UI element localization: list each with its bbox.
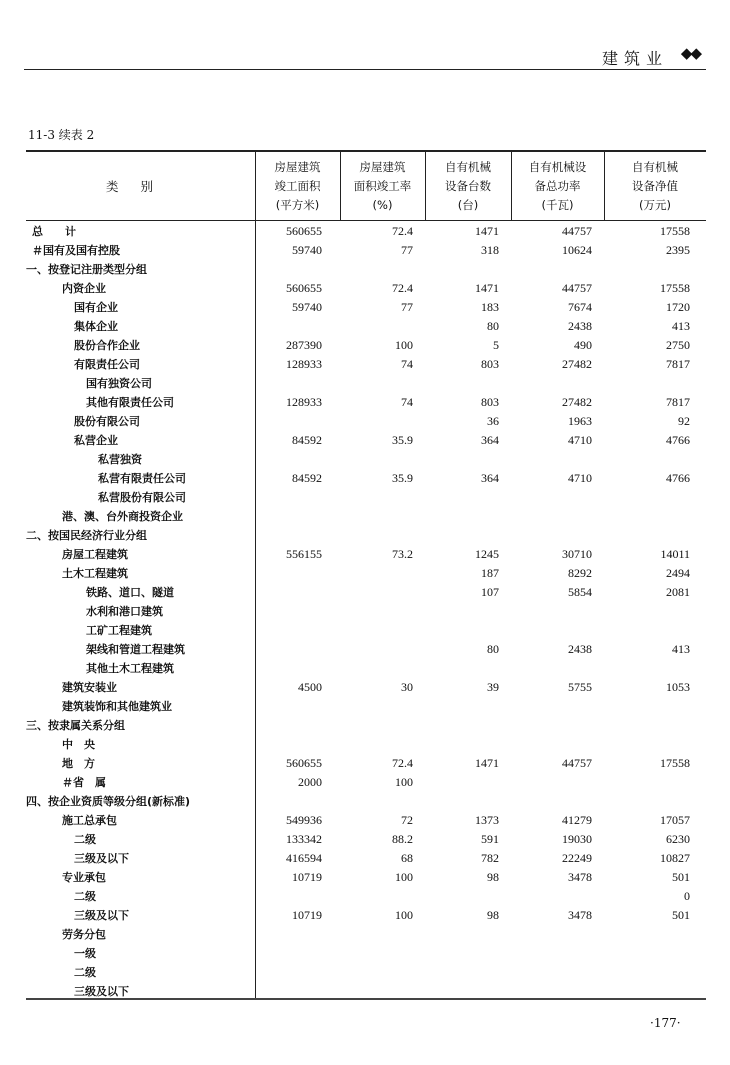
cell-value: 27482 [562,395,592,409]
row-label: 土木工程建筑 [62,567,128,580]
cell-value: 1053 [666,680,690,694]
table-row [26,868,706,887]
table-row [26,545,706,564]
cell-value: 128933 [286,357,322,371]
cell-value: 1471 [475,281,499,295]
row-label: 水利和港口建筑 [86,605,163,618]
cell-value: 2000 [298,775,322,789]
cell-value: 30710 [562,547,592,561]
cell-value: 19030 [562,832,592,846]
row-label: 施工总承包 [62,814,117,827]
cell-value: 560655 [286,756,322,770]
cell-value: 318 [481,243,499,257]
table-row [26,659,706,678]
row-label: 三、按隶属关系分组 [26,719,125,732]
table-row [26,222,706,241]
row-label: 地 方 [62,757,95,770]
cell-value: 35.9 [392,433,413,447]
table-row [26,887,706,906]
cell-value: 560655 [286,281,322,295]
cell-value: 8292 [568,566,592,580]
cell-value: 72.4 [392,281,413,295]
table-row [26,374,706,393]
cell-value: 59740 [292,300,322,314]
cell-value: 74 [401,395,413,409]
table-row [26,621,706,640]
column-divider [604,150,605,221]
cell-value: 2395 [666,243,690,257]
table-row [26,925,706,944]
cell-value: 2494 [666,566,690,580]
cell-value: 803 [481,357,499,371]
column-divider [340,150,341,221]
table-row [26,792,706,811]
table-row [26,697,706,716]
cell-value: 36 [487,414,499,428]
cell-value: 591 [481,832,499,846]
cell-value: 77 [401,243,413,257]
row-label: 二级 [74,833,96,846]
row-label: 一级 [74,947,96,960]
cell-value: 22249 [562,851,592,865]
cell-value: 74 [401,357,413,371]
cell-value: 107 [481,585,499,599]
cell-value: 98 [487,870,499,884]
cell-value: 59740 [292,243,322,257]
row-label: 国有独资公司 [86,377,152,390]
cell-value: 7817 [666,395,690,409]
cell-value: 501 [672,870,690,884]
table-label: 11-3 续表 2 [28,128,95,142]
table-row [26,450,706,469]
cell-value: 98 [487,908,499,922]
cell-value: 10827 [660,851,690,865]
row-label: 私营有限责任公司 [98,472,186,485]
cell-value: 30 [401,680,413,694]
cell-value: 10624 [562,243,592,257]
row-label: 总 计 [32,225,76,238]
cell-value: 4500 [298,680,322,694]
cell-value: 4766 [666,471,690,485]
row-label: 建筑装饰和其他建筑业 [62,700,172,713]
table-row [26,298,706,317]
cell-value: 84592 [292,433,322,447]
table-row [26,678,706,697]
cell-value: 17558 [660,281,690,295]
row-label: 二级 [74,966,96,979]
cell-value: 10719 [292,908,322,922]
cell-value: 35.9 [392,471,413,485]
cell-value: 1373 [475,813,499,827]
table-row [26,811,706,830]
page-number: ·177· [650,1016,681,1030]
table-row [26,412,706,431]
table-row [26,564,706,583]
row-label: 架线和管道工程建筑 [86,643,185,656]
cell-value: 44757 [562,281,592,295]
table-row [26,260,706,279]
running-head [0,0,730,80]
cell-value: 73.2 [392,547,413,561]
table-row [26,317,706,336]
cell-value: 72.4 [392,224,413,238]
cell-value: 2438 [568,642,592,656]
cell-value: 100 [395,775,413,789]
row-label: 劳务分包 [62,928,106,941]
cell-value: 72 [401,813,413,827]
table-row [26,773,706,792]
cell-value: 41279 [562,813,592,827]
cell-value: 6230 [666,832,690,846]
column-header [340,152,425,220]
column-header-text: 自有机械设 备总功率 (千瓦) [528,159,587,212]
cell-value: 183 [481,300,499,314]
cell-value: 501 [672,908,690,922]
row-label: 四、按企业资质等级分组(新标准) [26,795,191,808]
cell-value: 72.4 [392,756,413,770]
row-label: 三级及以下 [74,909,129,922]
cell-value: 5 [493,338,499,352]
row-label: 有限责任公司 [74,358,140,371]
column-header-text: 房屋建筑 竣工面积 (平方米) [274,159,321,212]
row-label: 内资企业 [62,282,106,295]
row-label: 二、按国民经济行业分组 [26,529,147,542]
cell-value: 364 [481,433,499,447]
header-category [26,152,255,220]
column-header-text: 类别 [105,178,175,194]
table-row [26,963,706,982]
row-label: 三级及以下 [74,852,129,865]
column-header [604,152,706,220]
column-header-text: 自有机械 设备台数 (台) [445,159,491,212]
cell-value: 0 [684,889,690,903]
row-label: 中 央 [62,738,95,751]
cell-value: 1720 [666,300,690,314]
cell-value: 1963 [568,414,592,428]
cell-value: 413 [672,642,690,656]
row-label: 铁路、道口、隧道 [86,586,174,599]
column-header-text: 自有机械 设备净值 (万元) [632,159,678,212]
column-header [425,152,511,220]
table-row [26,602,706,621]
cell-value: 803 [481,395,499,409]
table-row [26,716,706,735]
row-label: 私营独资 [98,453,142,466]
cell-value: 1245 [475,547,499,561]
cell-value: 3478 [568,908,592,922]
cell-value: 4710 [568,471,592,485]
table-row [26,507,706,526]
cell-value: 560655 [286,224,322,238]
cell-value: 4710 [568,433,592,447]
cell-value: 782 [481,851,499,865]
cell-value: 100 [395,908,413,922]
table-row [26,355,706,374]
table-row [26,279,706,298]
table-row [26,393,706,412]
cell-value: 2750 [666,338,690,352]
cell-value: 27482 [562,357,592,371]
cell-value: 4766 [666,433,690,447]
column-divider [511,150,512,221]
column-header [511,152,604,220]
cell-value: 77 [401,300,413,314]
row-label: 其他有限责任公司 [86,396,174,409]
table-row [26,431,706,450]
row-label: 建筑安装业 [62,681,117,694]
row-label: 房屋工程建筑 [62,548,128,561]
cell-value: 100 [395,338,413,352]
section-title: 建筑业 [601,49,668,68]
table-row [26,982,706,1001]
cell-value: 44757 [562,756,592,770]
header-rule [24,69,706,70]
row-label: 工矿工程建筑 [86,624,152,637]
cell-value: 2438 [568,319,592,333]
cell-value: 17558 [660,224,690,238]
cell-value: 14011 [660,547,690,561]
column-header [255,152,340,220]
cell-value: 1471 [475,756,499,770]
table-row [26,640,706,659]
row-label: 其他土木工程建筑 [86,662,174,675]
cell-value: 10719 [292,870,322,884]
cell-value: 287390 [286,338,322,352]
cell-value: 490 [574,338,592,352]
cell-value: 5854 [568,585,592,599]
cell-value: 44757 [562,224,592,238]
row-label: 集体企业 [74,320,118,333]
cell-value: 3478 [568,870,592,884]
cell-value: 39 [487,680,499,694]
row-label: ＃省 属 [62,776,106,789]
row-label: 港、澳、台外商投资企业 [62,510,183,523]
table-row [26,735,706,754]
cell-value: 100 [395,870,413,884]
row-label: 私营企业 [74,434,118,447]
cell-value: 92 [678,414,690,428]
cell-value: 7674 [568,300,592,314]
cell-value: 549936 [286,813,322,827]
row-label: 股份有限公司 [74,415,140,428]
cell-value: 364 [481,471,499,485]
table-row [26,488,706,507]
table-row [26,583,706,602]
table-row [26,944,706,963]
cell-value: 133342 [286,832,322,846]
cell-value: 1471 [475,224,499,238]
cell-value: 416594 [286,851,322,865]
table-row [26,469,706,488]
cell-value: 80 [487,319,499,333]
column-divider [255,150,256,998]
cell-value: 5755 [568,680,592,694]
row-label: 三级及以下 [74,985,129,998]
cell-value: 17558 [660,756,690,770]
table-row [26,754,706,773]
table-row [26,849,706,868]
row-label: 股份合作企业 [74,339,140,352]
row-label: 二级 [74,890,96,903]
cell-value: 88.2 [392,832,413,846]
table-row [26,336,706,355]
column-divider [425,150,426,221]
row-label: 专业承包 [62,871,106,884]
row-label: ＃国有及国有控股 [32,244,120,257]
table-row [26,241,706,260]
cell-value: 17057 [660,813,690,827]
cell-value: 556155 [286,547,322,561]
table-row [26,526,706,545]
row-label: 国有企业 [74,301,118,314]
cell-value: 68 [401,851,413,865]
table-row [26,830,706,849]
cell-value: 80 [487,642,499,656]
table-row [26,906,706,925]
row-label: 私营股份有限公司 [98,491,186,504]
row-label: 一、按登记注册类型分组 [26,263,147,276]
cell-value: 2081 [666,585,690,599]
column-header-text: 房屋建筑 面积竣工率 (%) [353,159,412,212]
cell-value: 128933 [286,395,322,409]
cell-value: 413 [672,319,690,333]
table-body [26,222,706,1001]
cell-value: 7817 [666,357,690,371]
cell-value: 84592 [292,471,322,485]
cell-value: 187 [481,566,499,580]
diamond-ornament-icon: ◆◆ [680,44,700,62]
